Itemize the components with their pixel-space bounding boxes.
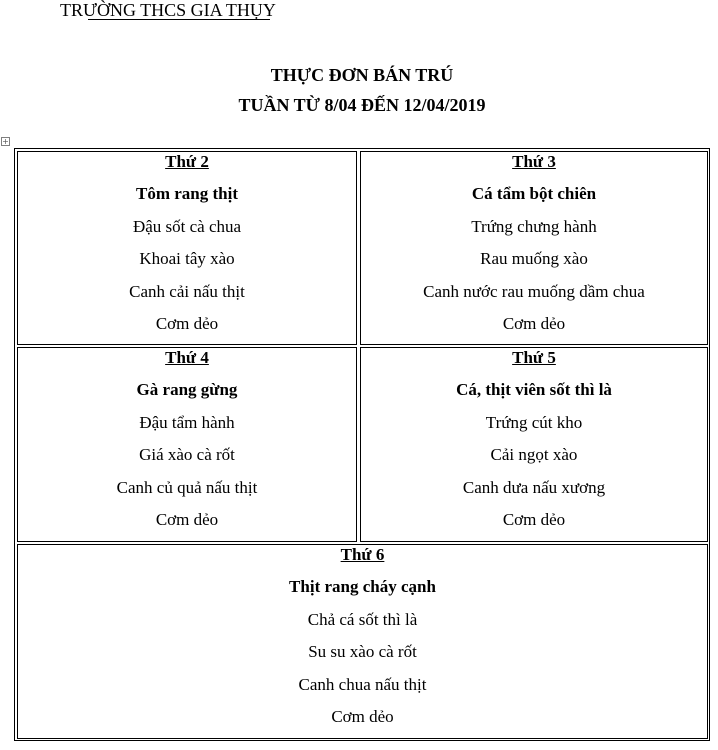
menu-cell-friday <box>17 544 708 739</box>
day-label: Thứ 5 <box>512 348 556 367</box>
day-label: Thứ 4 <box>165 348 209 367</box>
dish: Canh cải nấu thịt <box>129 281 245 301</box>
dish: Cải ngọt xào <box>490 445 578 464</box>
menu-cell-tuesday <box>360 151 708 345</box>
dish: Khoai tây xào <box>139 249 235 268</box>
dish: Trứng cút kho <box>485 412 583 432</box>
dish: Cơm dẻo <box>502 510 566 529</box>
main-dish: Cá, thịt viên sốt thì là <box>456 380 612 399</box>
school-name-underline <box>88 19 270 20</box>
school-name: TRƯỜNG THCS GIA THỤY <box>60 0 276 20</box>
main-dish: Thịt rang cháy cạnh <box>289 577 436 596</box>
main-dish: Cá tẩm bột chiên <box>471 184 597 203</box>
day-label: Thứ 3 <box>512 152 556 171</box>
menu-table <box>14 148 710 741</box>
menu-week-range: TUẦN TỪ 8/04 ĐẾN 12/04/2019 <box>238 95 486 115</box>
main-dish: Gà rang gừng <box>136 380 238 399</box>
dish: Canh củ quả nấu thịt <box>116 477 258 497</box>
menu-cell-monday <box>17 151 357 345</box>
dish: Đậu tẩm hành <box>139 412 235 432</box>
day-label: Thứ 6 <box>340 545 385 564</box>
dish: Giá xào cà rốt <box>139 445 235 464</box>
dish: Rau muống xào <box>480 249 588 268</box>
move-handle-icon[interactable]: + <box>2 137 9 146</box>
day-label: Thứ 2 <box>165 152 209 171</box>
menu-cell-wednesday <box>17 347 357 542</box>
dish: Trứng chưng hành <box>471 216 597 236</box>
dish: Cơm dẻo <box>155 510 219 529</box>
dish: Đậu sốt cà chua <box>132 216 242 236</box>
menu-cell-thursday <box>360 347 708 542</box>
dish: Cơm dẻo <box>331 707 394 726</box>
dish: Canh chua nấu thịt <box>298 674 427 694</box>
dish: Canh nước rau muống dầm chua <box>423 281 645 301</box>
dish: Cơm dẻo <box>502 314 566 333</box>
dish: Su su xào cà rốt <box>308 642 417 661</box>
menu-title: THỰC ĐƠN BÁN TRÚ <box>270 65 454 85</box>
dish: Cơm dẻo <box>155 314 219 333</box>
dish: Chả cá sốt thì là <box>307 609 418 629</box>
dish: Canh dưa nấu xương <box>462 477 606 497</box>
main-dish: Tôm rang thịt <box>136 184 238 203</box>
